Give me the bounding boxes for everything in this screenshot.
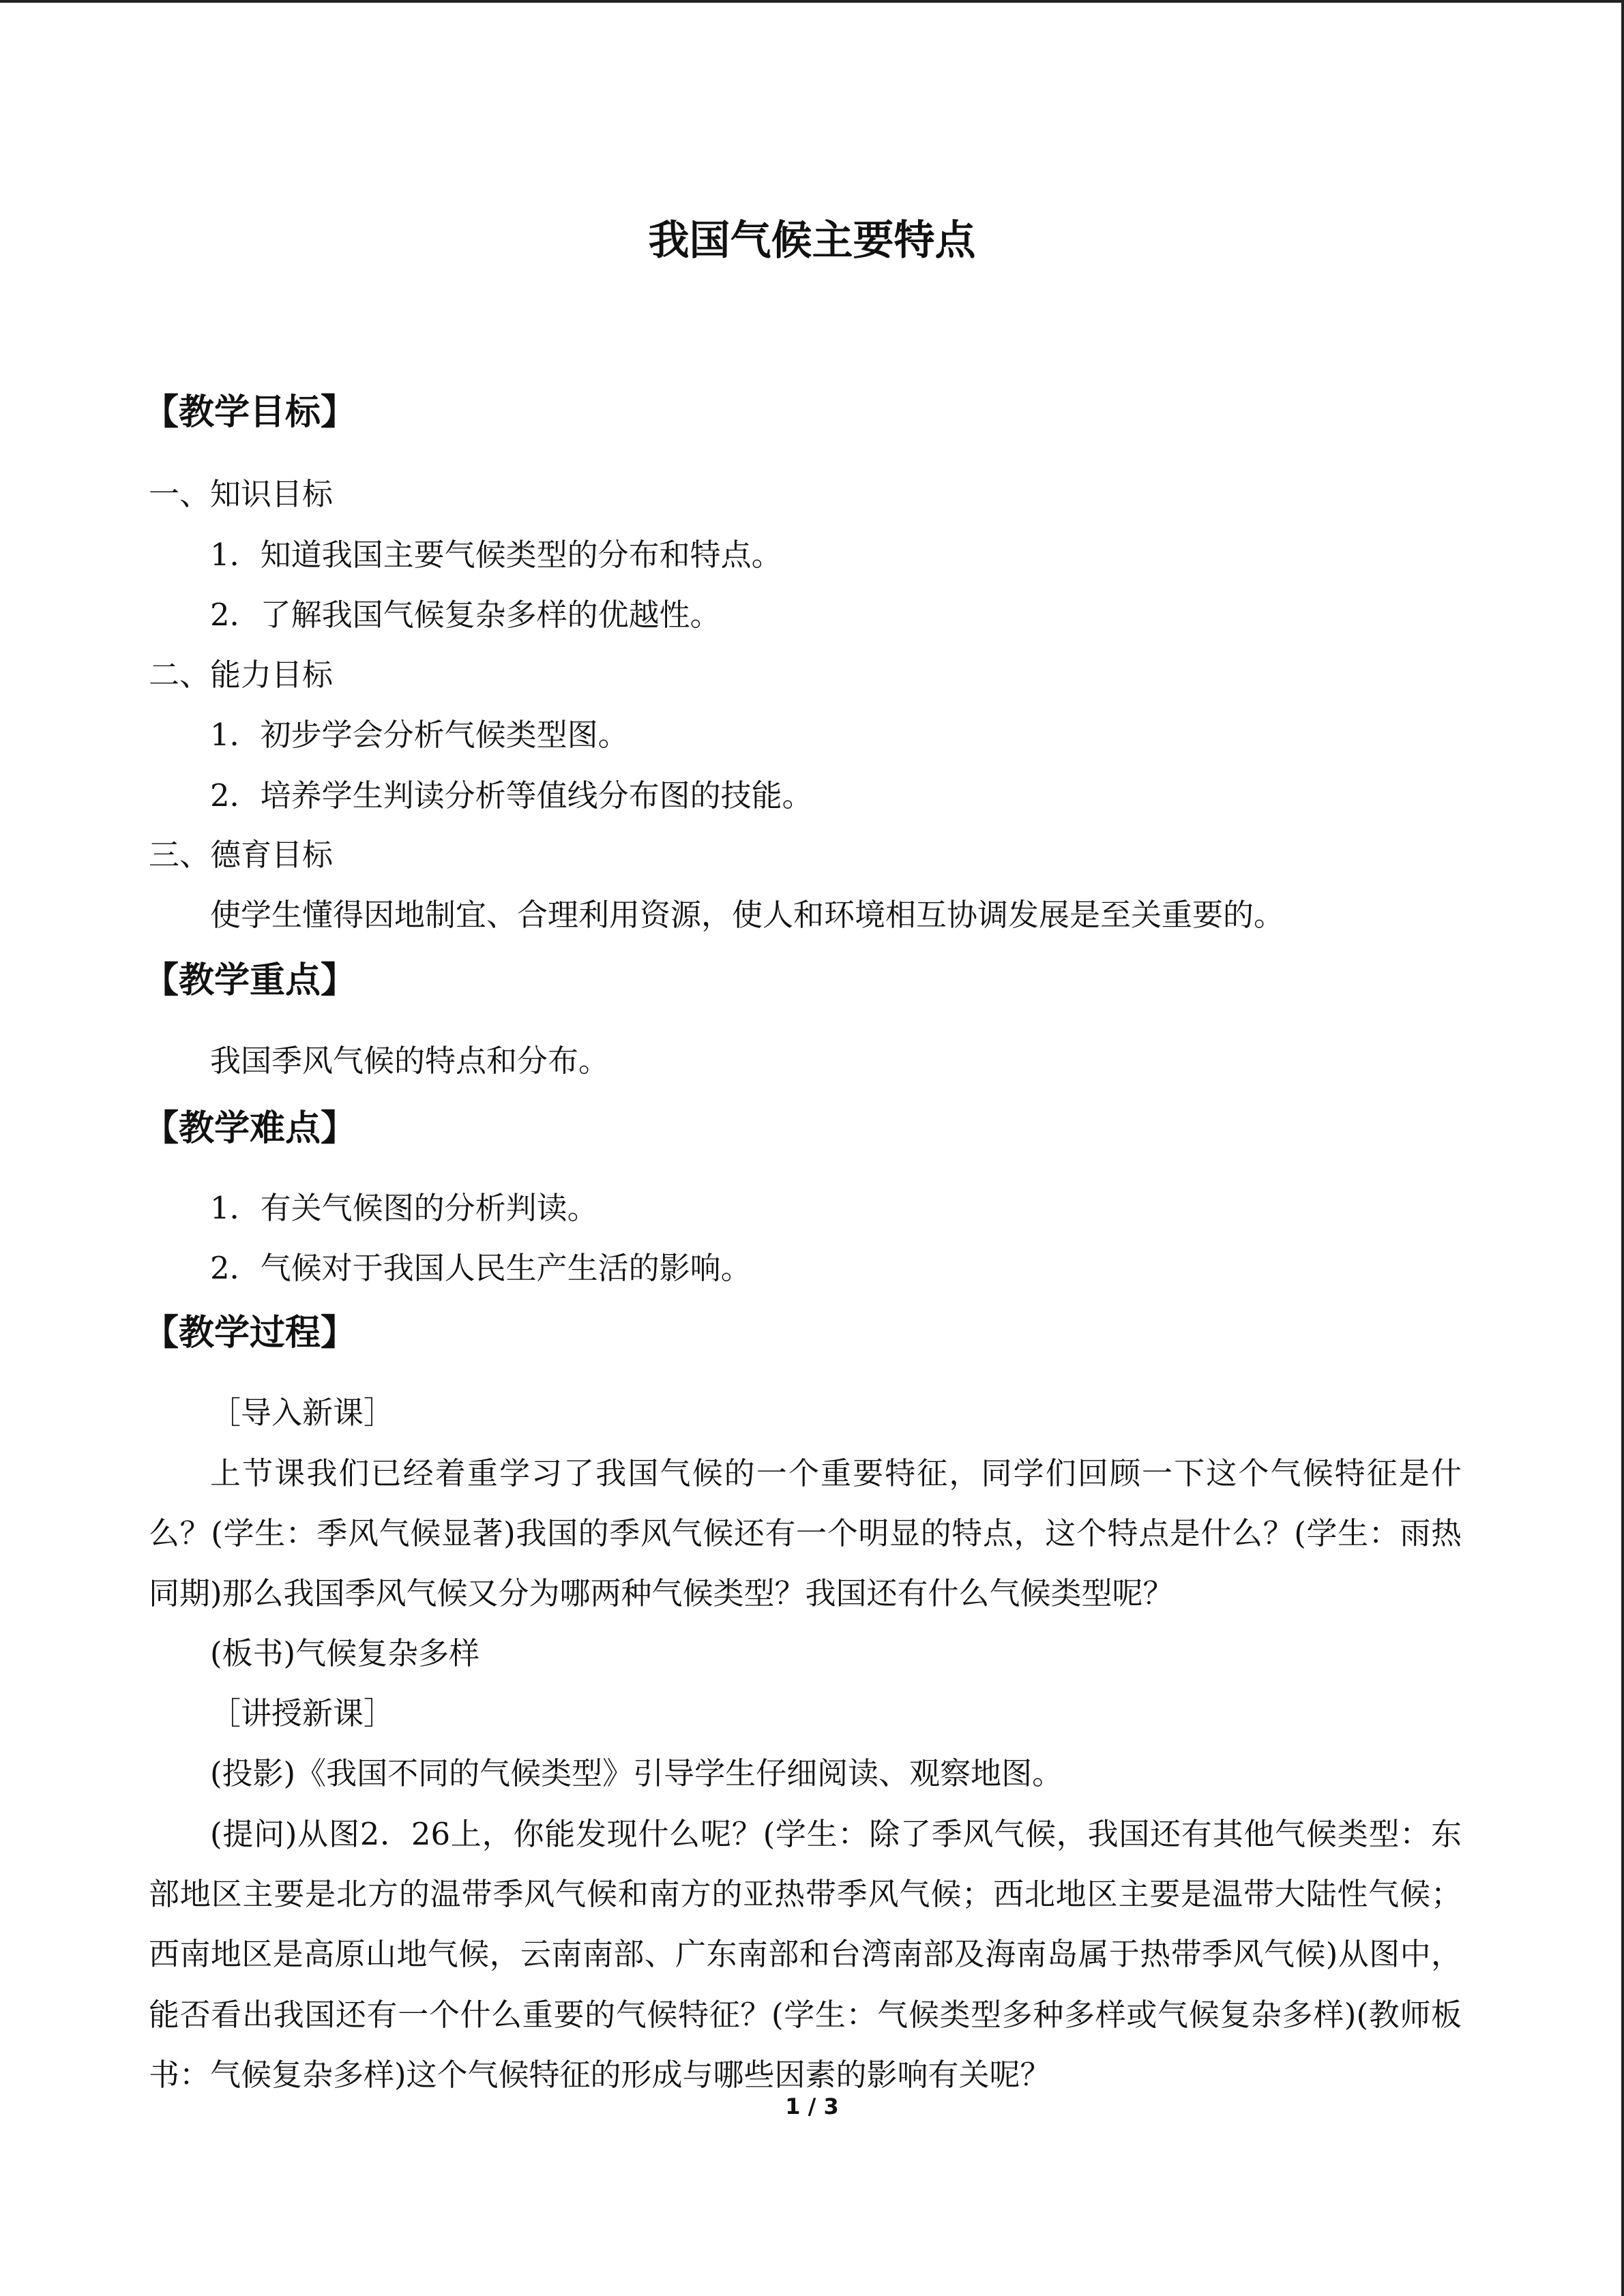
difficulty-item-1: 1．有关气候图的分析判读。: [210, 1190, 598, 1226]
intro-paragraph: 上节课我们已经着重学习了我国气候的一个重要特征，同学们回顾一下这个气候特征是什么？(学生：季风气候显著)我国的季风气候还有一个明显的特点，这个特点是什么？(学生：雨热同期)那么我国季风气候又分为哪两种气候类型？我国还有什么气候类型呢？: [149, 1455, 1462, 1612]
ability-goal-item-2: 2．培养学生判读分析等值线分布图的技能。: [210, 777, 813, 814]
question-paragraph: (提问)从图2．26上，你能发现什么呢？(学生：除了季风气候，我国还有其他气候类型：东部地区主要是北方的温带季风气候和南方的亚热带季风气候；西北地区主要是温带大陆性气候；西南地区是高原山地气候，云南南部、广东南部和台湾南部及海南岛属于热带季风气候)从图中，能否看出我国还有一个什么重要的气候特征？(学生：气候类型多种多样或气候复杂多样)(教师板书：气候复杂多样)这个气候特征的形成与哪些因素的影响有关呢？: [149, 1816, 1462, 2093]
knowledge-goal-item-2: 2．了解我国气候复杂多样的优越性。: [210, 597, 721, 633]
page-title: 我国气候主要特点: [648, 217, 976, 265]
projection-note: (投影)《我国不同的气候类型》引导学生仔细阅读、观察地图。: [210, 1755, 1063, 1791]
heading-goals: 【教学目标】: [143, 392, 357, 433]
knowledge-goal-label: 一、知识目标: [149, 476, 334, 512]
ability-goal-item-1: 1．初步学会分析气候类型图。: [210, 717, 629, 753]
moral-goal-text: 使学生懂得因地制宜、合理利用资源，使人和环境相互协调发展是至关重要的。: [210, 897, 1285, 933]
difficulty-item-2: 2．气候对于我国人民生产生活的影响。: [210, 1250, 752, 1286]
page-number: 1 / 3: [785, 2093, 839, 2119]
heading-difficulties: 【教学难点】: [143, 1108, 357, 1149]
key-points-text: 我国季风气候的特点和分布。: [210, 1043, 610, 1079]
heading-process: 【教学过程】: [143, 1313, 357, 1354]
intro-label: ［导入新课］: [210, 1395, 395, 1431]
knowledge-goal-item-1: 1．知道我国主要气候类型的分布和特点。: [210, 537, 782, 573]
moral-goal-label: 三、德育目标: [149, 837, 334, 873]
new-lesson-label: ［讲授新课］: [210, 1695, 395, 1731]
ability-goal-label: 二、能力目标: [149, 657, 334, 693]
board-note: (板书)气候复杂多样: [210, 1635, 480, 1671]
heading-key-points: 【教学重点】: [143, 960, 357, 1001]
